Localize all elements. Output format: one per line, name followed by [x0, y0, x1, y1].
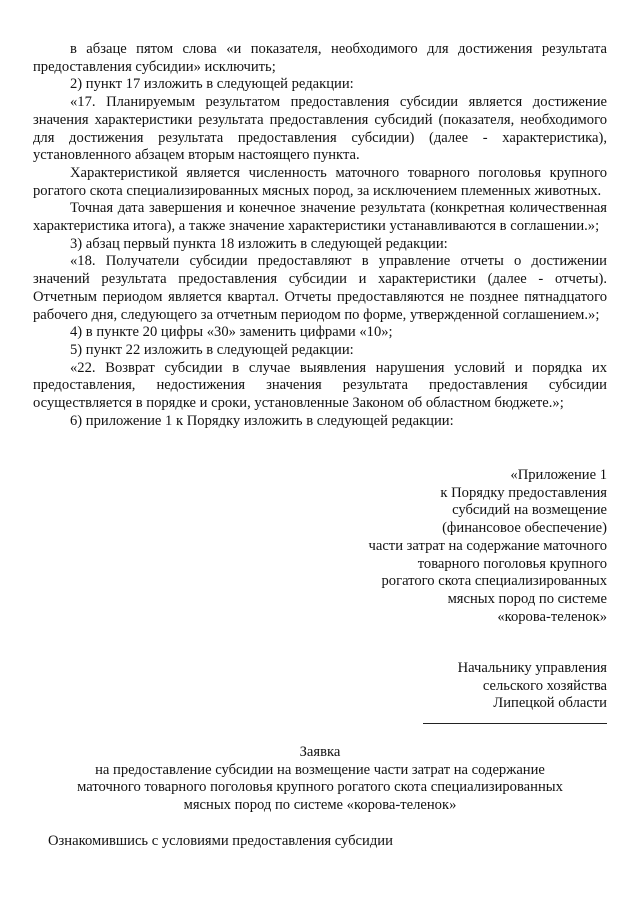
- appendix-header-line: к Порядку предоставления: [440, 484, 607, 501]
- appendix-header-line: (финансовое обеспечение): [442, 520, 607, 537]
- appendix-header-line: рогатого скота специализированных: [381, 573, 607, 590]
- paragraph-11: 6) приложение 1 к Порядку изложить в следующей редакции:: [70, 412, 454, 429]
- appendix-header-line: «корова-теленок»: [497, 608, 607, 625]
- application-subtitle-line: маточного товарного поголовья крупного рогатого скота специализированных: [77, 779, 563, 796]
- paragraph-4: Характеристикой является численность маточного товарного поголовья крупного рогатого скота специализированных мясных пород, за исключением племенных животных.: [33, 164, 607, 199]
- appendix-header-line: товарного поголовья крупного: [417, 555, 607, 572]
- appendix-header-line: субсидий на возмещение: [452, 502, 607, 519]
- addressee-line: Начальнику управления: [457, 660, 607, 676]
- application-subtitle-line: на предоставление субсидии на возмещение части затрат на содержание: [95, 761, 545, 778]
- signature-line: [423, 723, 607, 724]
- paragraph-6: 3) абзац первый пункта 18 изложить в следующей редакции:: [70, 235, 448, 252]
- application-subtitle-line: мясных пород по системе «корова-теленок»: [183, 797, 457, 814]
- paragraph-5: Точная дата завершения и конечное значение результата (конкретная количественная характеристика итога), а также значение характеристики устанавливаются в соглашении.»;: [33, 200, 607, 235]
- paragraph-9: 5) пункт 22 изложить в следующей редакции:: [70, 341, 354, 358]
- addressee-line: Липецкой области: [493, 695, 607, 712]
- paragraph-7: «18. Получатели субсидии предоставляют в управление отчеты о достижении значений результата предоставления субсидии и характеристики (далее - отчеты). Отчетным периодом является квартал. Отчеты предоставляются не позднее пятнадцатого рабочего дня, следующего за отчетным периодом по форме, утвержденной соглашением.»;: [33, 253, 607, 323]
- paragraph-3: «17. Планируемым результатом предоставления субсидии является достижение значения характеристики результата предоставления субсидий (показателя, необходимого для достижения результата предоставления субсидии) (далее - характеристика), установленного абзацем вторым настоящего пункта.: [33, 94, 607, 164]
- paragraph-2: 2) пункт 17 изложить в следующей редакции:: [70, 76, 354, 93]
- paragraph-1: в абзаце пятом слова «и показателя, необходимого для достижения результата предоставления субсидии» исключить;: [33, 41, 607, 75]
- paragraph-8: 4) в пункте 20 цифры «30» заменить цифрами «10»;: [70, 324, 393, 341]
- addressee-block: [307, 660, 607, 713]
- appendix-header-line: мясных пород по системе: [447, 590, 607, 607]
- appendix-header-line: «Приложение 1: [510, 467, 607, 483]
- application-title: Заявка: [299, 744, 341, 760]
- appendix-header-line: части затрат на содержание маточного: [368, 537, 607, 554]
- application-title-block: [33, 744, 607, 815]
- paragraph-10: «22. Возврат субсидии в случае выявления нарушения условий и порядка их предоставления, недостижения значения результата предоставления субсидии осуществляется в порядке и сроки, установленные Законом об областном бюджете.»;: [33, 359, 607, 412]
- addressee-line: сельского хозяйства: [482, 677, 607, 694]
- closing-line: Ознакомившись с условиями предоставления субсидии: [48, 833, 393, 849]
- amendment-text: [33, 41, 607, 430]
- appendix-header: [307, 467, 607, 626]
